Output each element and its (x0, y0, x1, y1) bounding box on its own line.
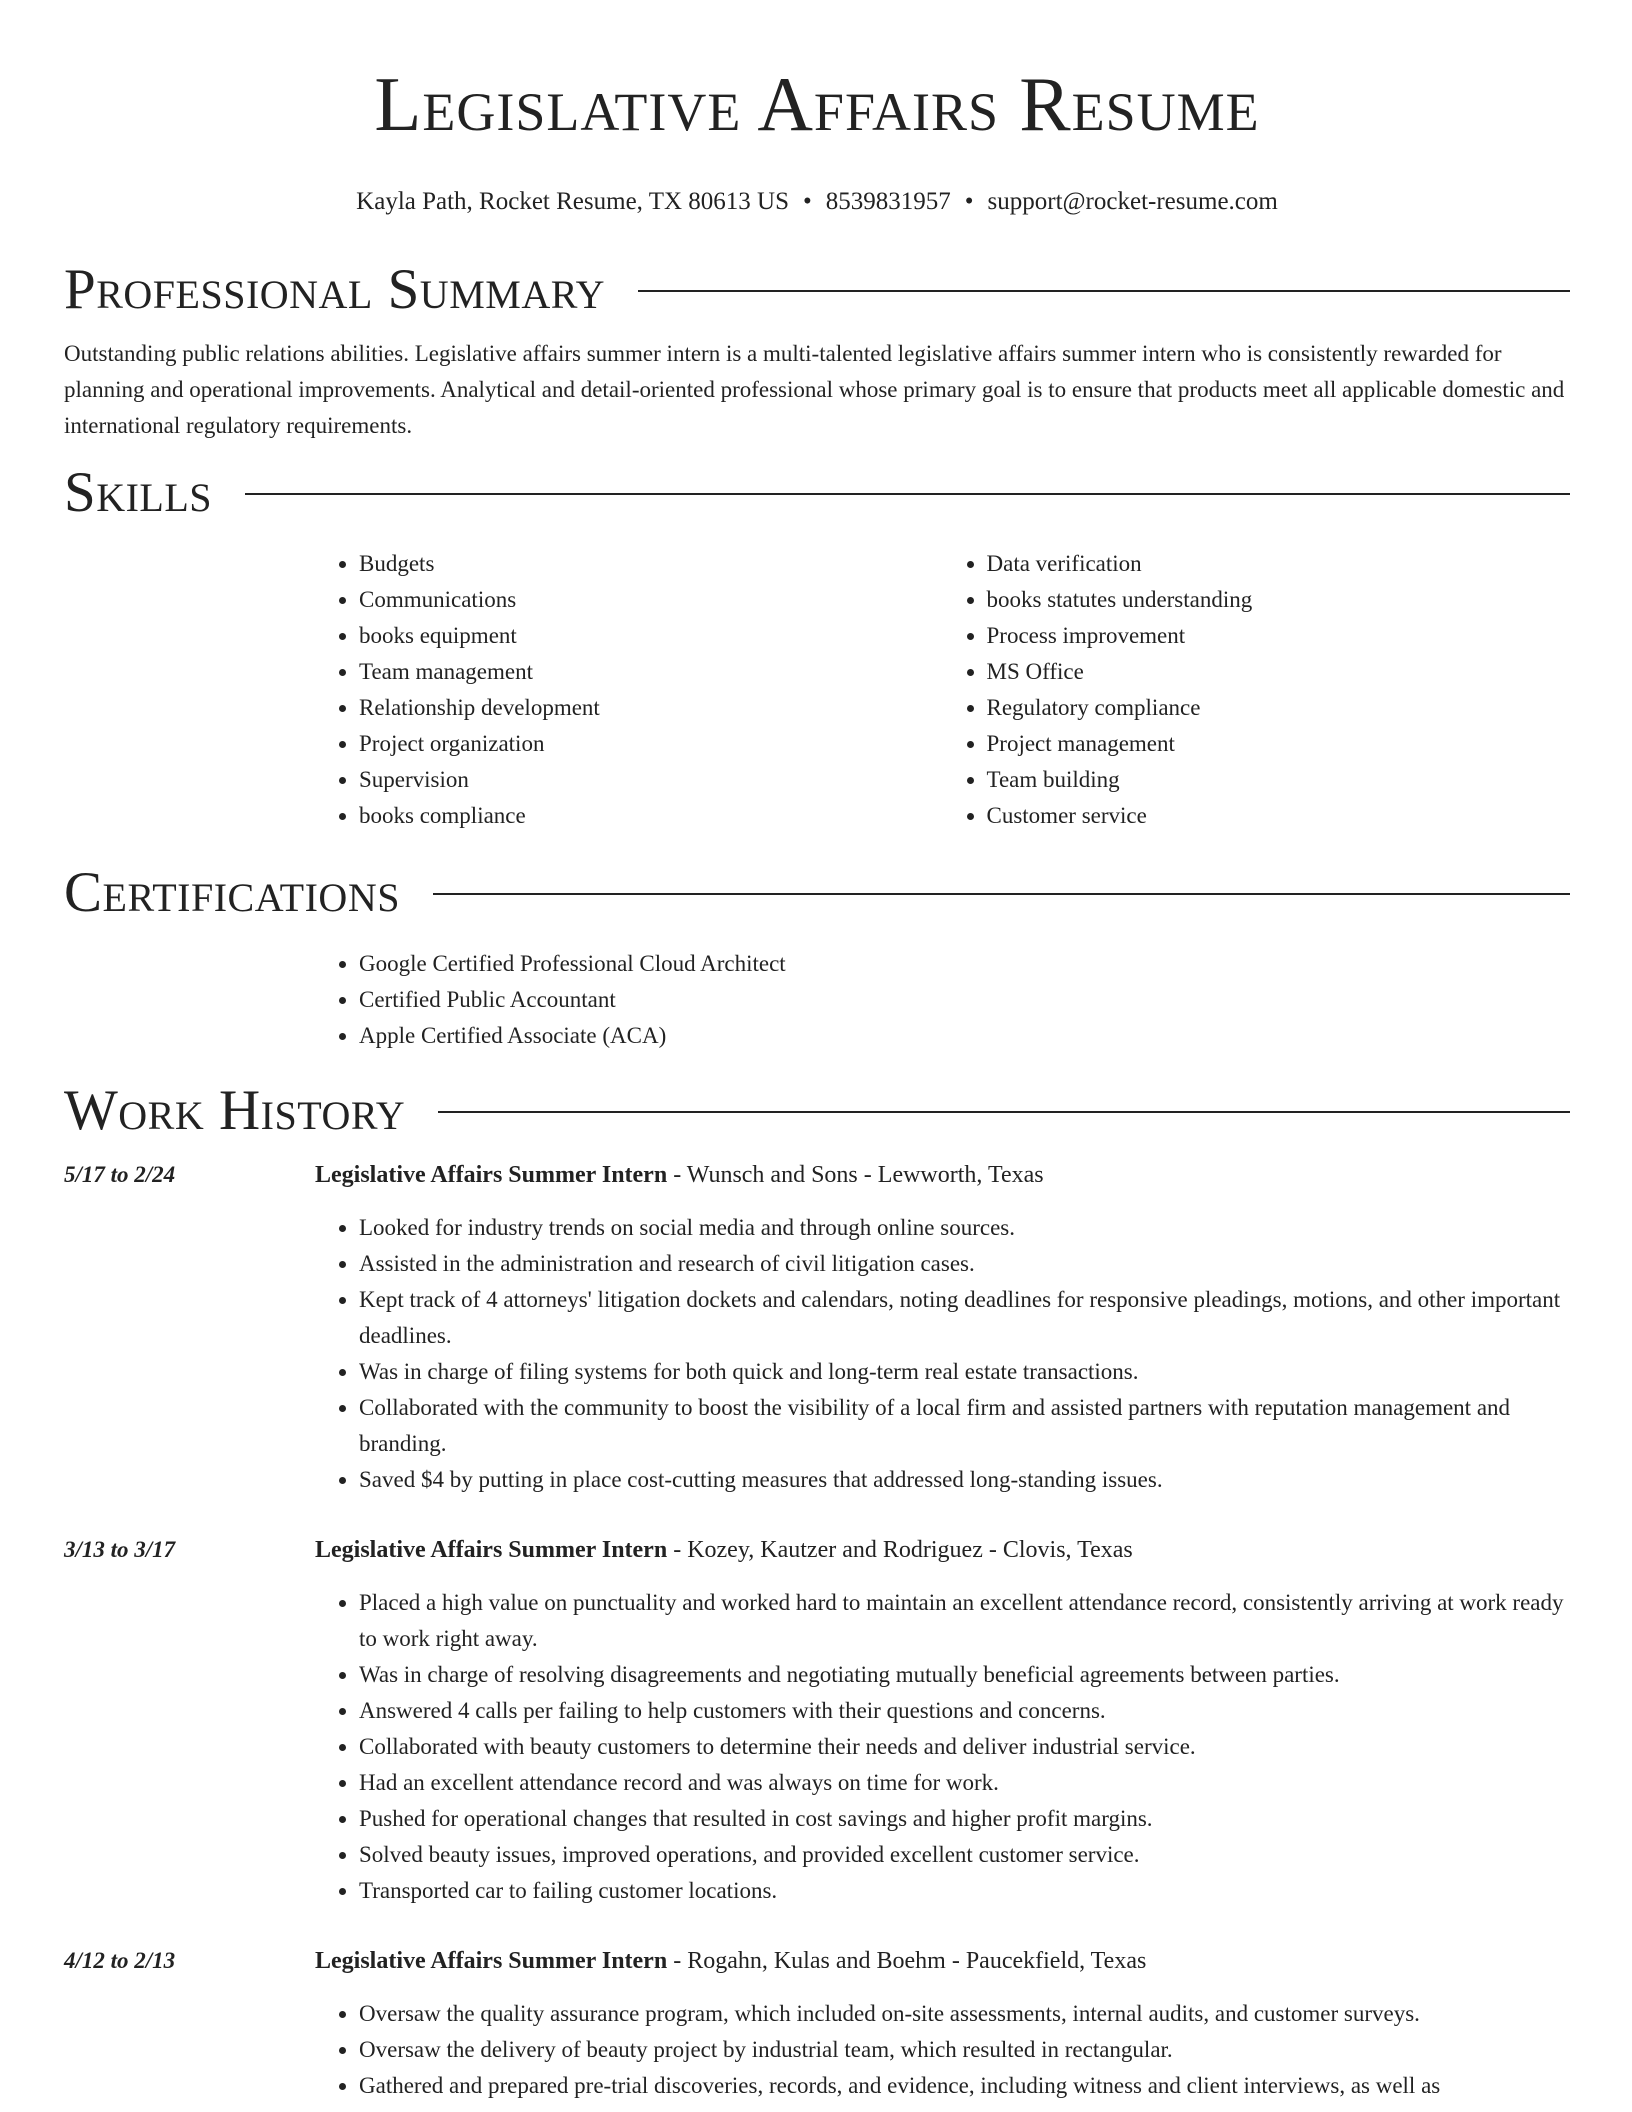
skill-item: • Supervision (359, 762, 943, 798)
job-details (315, 1943, 1570, 2104)
job-bullet: • Collaborated with the community to boost the visibility of a local firm and assisted partners with reputation management and branding. (359, 1390, 1570, 1462)
job-bullet: • Transported car to failing customer locations. (359, 1873, 1570, 1909)
job-heading: Legislative Affairs Summer Intern - Wunsch and Sons - Lewworth, Texas (315, 1162, 1044, 1188)
job-bullet: • Was in charge of filing systems for both quick and long-term real estate transactions. (359, 1354, 1570, 1390)
job-bullet: • Collaborated with beauty customers to determine their needs and deliver industrial service. (359, 1729, 1570, 1765)
job-details (315, 1157, 1570, 1498)
skills-list (315, 546, 1570, 834)
job-bullet: • Looked for industry trends on social media and through online sources. (359, 1210, 1570, 1246)
skill-item: • Data verification (987, 546, 1571, 582)
skill-item: • books equipment (359, 618, 943, 654)
job-company: Rogahn, Kulas and Boehm (687, 1948, 946, 1974)
certifications-section-header (64, 858, 1570, 928)
job-dates: 5/17 to 2/24 (64, 1162, 176, 1187)
job-heading: Legislative Affairs Summer Intern - Rogahn, Kulas and Boehm - Paucekfield, Texas (315, 1948, 1147, 1974)
summary-text: Outstanding public relations abilities. Legislative affairs summer intern is a multi-talented legislative affairs summer intern who is consistently rewarded for planning and operational improvements. Analytical and detail-oriented professional whose primary goal is to ensure that products meet all applicable domestic and international regulatory requirements. (64, 341, 1565, 438)
contact-separator: • (803, 188, 812, 215)
resume-title: Legislative Affairs Resume (374, 61, 1260, 147)
job-bullet: • Assisted in the administration and research of civil litigation cases. (359, 1246, 1570, 1282)
job-details (315, 1532, 1570, 1909)
contact-email: support@rocket-resume.com (987, 188, 1278, 215)
job-bullet: • Answered 4 calls per failing to help customers with their questions and concerns. (359, 1693, 1570, 1729)
job-bullet: • Gathered and prepared pre-trial discoveries, records, and evidence, including witness and client interviews, as well as (359, 2068, 1570, 2104)
job-entry (64, 1157, 1570, 1498)
skill-item: • Communications (359, 582, 943, 618)
skill-item: • Customer service (987, 798, 1571, 834)
job-bullet: • Saved $4 by putting in place cost-cutting measures that addressed long-standing issues. (359, 1462, 1570, 1498)
summary-heading: Professional Summary (64, 258, 606, 321)
certification-item: • Certified Public Accountant (359, 982, 1570, 1018)
job-location: Lewworth, Texas (877, 1162, 1044, 1188)
section-divider (638, 290, 1570, 292)
section-divider (245, 493, 1570, 495)
job-bullet: • Pushed for operational changes that resulted in cost savings and higher profit margins. (359, 1801, 1570, 1837)
job-bullets (315, 1210, 1570, 1498)
contact-phone: 8539831957 (825, 188, 951, 215)
job-title: Legislative Affairs Summer Intern (315, 1162, 668, 1188)
contact-line (64, 186, 1570, 218)
job-dates: 4/12 to 2/13 (64, 1948, 176, 1973)
skill-item: • Team management (359, 654, 943, 690)
job-title: Legislative Affairs Summer Intern (315, 1537, 668, 1563)
contact-address: Kayla Path, Rocket Resume, TX 80613 US (356, 188, 789, 215)
skill-item: • Regulatory compliance (987, 690, 1571, 726)
job-location: Clovis, Texas (1002, 1537, 1133, 1563)
job-bullet: • Oversaw the quality assurance program, which included on-site assessments, internal audits, and customer surveys. (359, 1996, 1570, 2032)
skill-item: • Team building (987, 762, 1571, 798)
job-entry (64, 1943, 1570, 2104)
work-section-header (64, 1076, 1570, 1146)
job-company: Wunsch and Sons (686, 1162, 858, 1188)
contact-separator: • (964, 188, 974, 215)
skill-item: • MS Office (987, 654, 1571, 690)
skill-item: • Process improvement (987, 618, 1571, 654)
job-bullet: • Had an excellent attendance record and was always on time for work. (359, 1765, 1570, 1801)
job-company: Kozey, Kautzer and Rodriguez (687, 1537, 983, 1563)
job-location: Paucekfield, Texas (965, 1948, 1147, 1974)
work-heading: Work History (64, 1079, 406, 1142)
job-dates: 3/13 to 3/17 (64, 1537, 176, 1562)
summary-section-header (64, 255, 1570, 325)
job-bullet: • Kept track of 4 attorneys' litigation dockets and calendars, noting deadlines for responsive pleadings, motions, and other important deadlines. (359, 1282, 1570, 1354)
job-bullet: • Solved beauty issues, improved operations, and provided excellent customer service. (359, 1837, 1570, 1873)
skills-column-right (943, 546, 1571, 834)
skill-item: • books compliance (359, 798, 943, 834)
skill-item: • Budgets (359, 546, 943, 582)
certification-item: • Apple Certified Associate (ACA) (359, 1018, 1570, 1054)
section-divider (433, 893, 1570, 895)
job-bullets (315, 1585, 1570, 1909)
job-bullet: • Placed a high value on punctuality and worked hard to maintain an excellent attendance record, consistently arriving at work ready to work right away. (359, 1585, 1570, 1657)
job-bullet: • Oversaw the delivery of beauty project by industrial team, which resulted in rectangular. (359, 2032, 1570, 2068)
job-entry (64, 1532, 1570, 1909)
section-divider (438, 1111, 1570, 1113)
skill-item: • Relationship development (359, 690, 943, 726)
skills-heading: Skills (64, 461, 213, 524)
certifications-heading: Certifications (64, 861, 400, 924)
job-heading: Legislative Affairs Summer Intern - Kozey, Kautzer and Rodriguez - Clovis, Texas (315, 1537, 1133, 1563)
job-title: Legislative Affairs Summer Intern (315, 1948, 668, 1974)
skills-column-left (315, 546, 943, 834)
certifications-list (315, 946, 1570, 1054)
job-bullets (315, 1996, 1570, 2104)
skills-section-header (64, 458, 1570, 528)
job-bullet: • Was in charge of resolving disagreements and negotiating mutually beneficial agreements between parties. (359, 1657, 1570, 1693)
certification-item: • Google Certified Professional Cloud Architect (359, 946, 1570, 982)
skill-item: • Project management (987, 726, 1571, 762)
skill-item: • Project organization (359, 726, 943, 762)
skill-item: • books statutes understanding (987, 582, 1571, 618)
